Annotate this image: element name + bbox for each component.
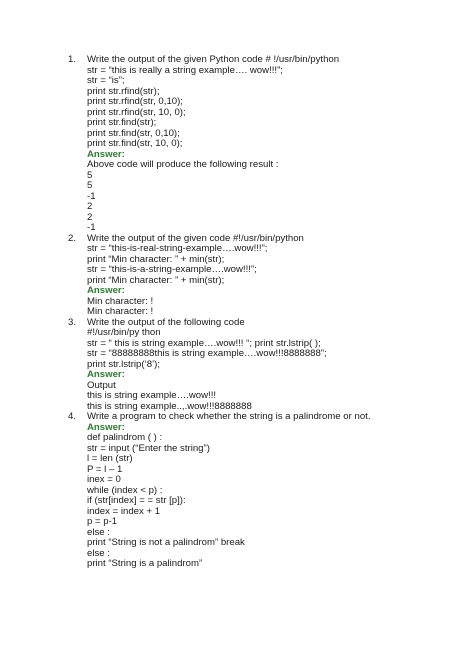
code-line: print str.rfind(str, 0,10);: [87, 96, 183, 107]
code-line: print str.rfind(str, 10, 0);: [87, 106, 186, 118]
answer-line: Above code will produce the following result :: [87, 159, 279, 170]
question-number: 3.: [68, 316, 77, 328]
answer-line: this is string example..,.wow!!!8888888: [87, 400, 252, 412]
answer-line: 2: [87, 211, 93, 223]
answer-line: P = l – 1: [87, 463, 123, 475]
answer-line: this is string example….wow!!!: [87, 390, 217, 401]
answer-line: inex = 0: [87, 474, 121, 485]
question-body: [87, 234, 458, 318]
code-line: str = “ this is string example….wow!!! “; print str.lstrip( );: [87, 337, 321, 349]
question-prompt: Write a program to check whether the string is a palindrome or not.: [87, 411, 371, 422]
answer-line: while (index < p) :: [87, 484, 163, 496]
answer-line: l = len (str): [87, 453, 133, 464]
answer-line: def palindrom ( ) :: [87, 432, 163, 443]
code-line: #!/usr/bin/py thon: [87, 327, 161, 338]
answer-line: str = input (“Enter the string”): [87, 442, 210, 454]
answer-line: 5: [87, 169, 93, 181]
code-line: print str.find(str);: [87, 117, 157, 128]
question-body: [87, 412, 458, 570]
code-line: print str.rfind(str);: [87, 85, 160, 97]
answer-line: Output: [87, 379, 116, 391]
answer-line: print “String is not a palindrom” break: [87, 537, 245, 548]
question-prompt: Write the output of the given Python code # !/usr/bin/python: [87, 54, 340, 65]
answer-line: -1: [87, 190, 96, 202]
answer-line: 5: [87, 180, 93, 191]
question-1: [68, 55, 458, 234]
code-line: str = “88888888this is string example….wow!!!8888888”;: [87, 348, 327, 359]
answer-line: print “String is a palindrom”: [87, 558, 203, 569]
question-prompt: Write the output of the following code: [87, 316, 245, 328]
answer-line: else :: [87, 547, 110, 559]
answer-line: if (str[index] = = str [p]):: [87, 495, 186, 506]
answer-label: Answer:: [87, 369, 125, 380]
question-list: [68, 55, 458, 570]
question-number: 1.: [68, 54, 77, 65]
code-line: print str.find(str, 10, 0);: [87, 138, 183, 149]
answer-line: p = p-1: [87, 516, 118, 527]
code-line: print str.find(str, 0,10);: [87, 127, 180, 139]
question-number: 4.: [68, 411, 77, 422]
code-line: str = “is”;: [87, 75, 125, 86]
answer-label: Answer:: [87, 285, 125, 296]
answer-label: Answer:: [87, 421, 125, 433]
code-line: print str.lstrip(‘8’);: [87, 358, 161, 370]
code-line: print “Min character: ” + min(str);: [87, 274, 225, 286]
code-line: str = “this is really a string example…. wow!!!”;: [87, 64, 283, 76]
code-line: str = “this-is-a-string-example….wow!!!”;: [87, 264, 257, 275]
answer-line: else :: [87, 526, 110, 538]
answer-line: index = index + 1: [87, 505, 161, 517]
question-prompt: Write the output of the given code #!/usr/bin/python: [87, 232, 304, 244]
code-line: print “Min character: ” + min(str);: [87, 253, 225, 265]
question-3: [68, 318, 458, 413]
code-line: str = “this-is-real-string-example….wow!!!”;: [87, 243, 268, 254]
answer-line: -1: [87, 222, 96, 233]
question-body: [87, 55, 458, 234]
answer-label: Answer:: [87, 148, 125, 160]
answer-line: Min character: !: [87, 295, 154, 307]
answer-line: 2: [87, 201, 93, 212]
question-2: [68, 234, 458, 318]
answer-line: Min character: !: [87, 306, 154, 317]
question-number: 2.: [68, 232, 77, 244]
question-4: [68, 412, 458, 570]
question-body: [87, 318, 458, 413]
